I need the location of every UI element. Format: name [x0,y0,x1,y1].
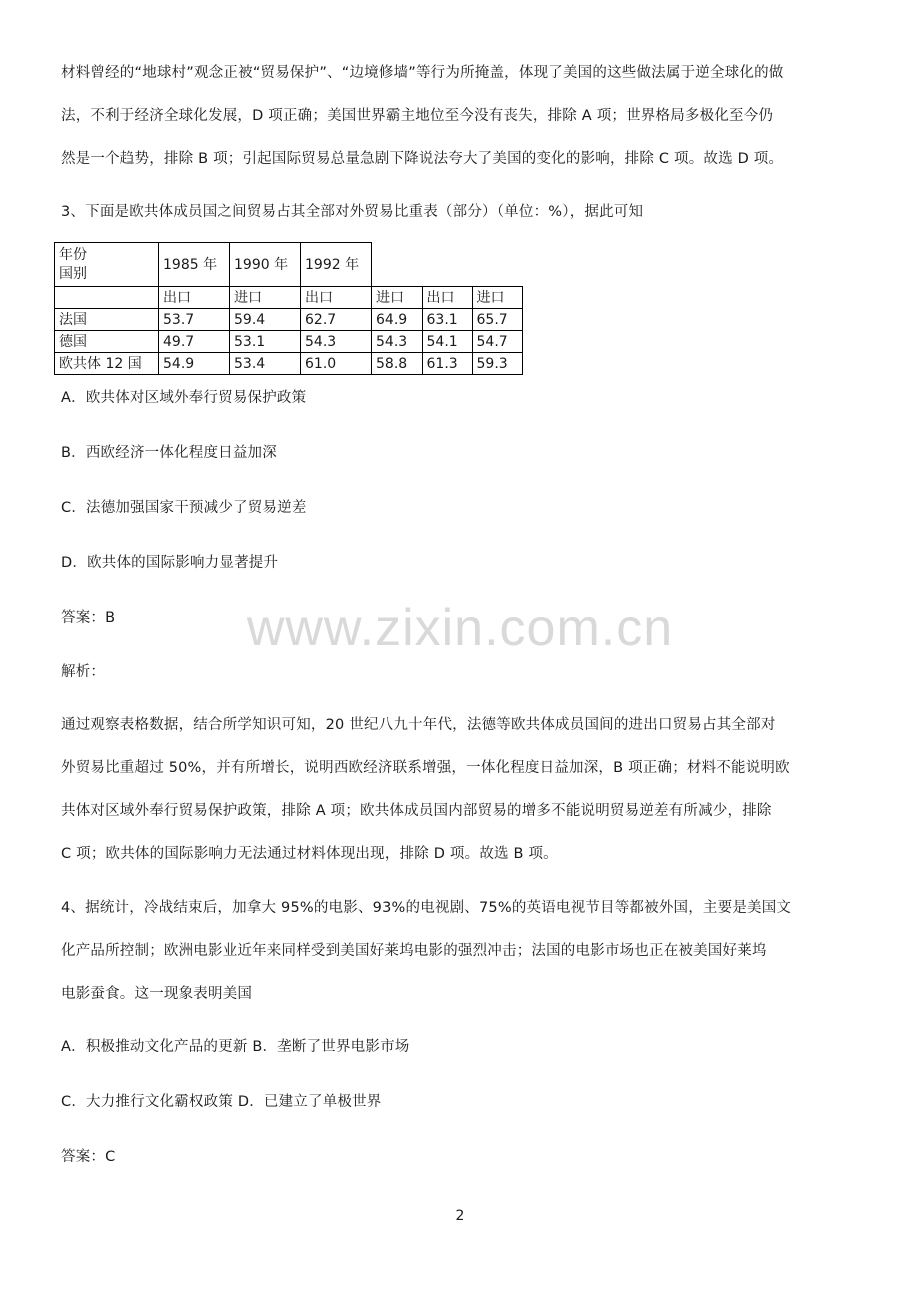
subheader-cell: 进口 [472,287,522,309]
value-cell: 61.3 [422,353,472,375]
subheader-cell: 出口 [159,287,230,309]
table-row-germany [55,331,523,353]
q4-options-line-1: A．积极推动文化产品的更新 B．垄断了世界电影市场 [61,1039,410,1055]
q4-options-line-2: C．大力推行文化霸权政策 D．已建立了单极世界 [61,1094,382,1110]
value-cell: 65.7 [472,309,522,331]
q3-analysis-label: 解析： [61,664,106,680]
value-cell: 54.7 [472,331,522,353]
subheader-cell: 进口 [230,287,301,309]
empty-header-cell [372,243,423,287]
value-cell: 53.7 [159,309,230,331]
q4-stem-line-1: 4、据统计，冷战结束后，加拿大 95%的电影、93%的电视剧、75%的英语电视节目等都被外国，主要是美国文 [61,900,792,916]
country-cell: 德国 [55,331,159,353]
q3-option-b: B．西欧经济一体化程度日益加深 [61,445,277,461]
table-subheader-row [55,287,523,309]
corner-country-label: 国别 [59,265,87,282]
table-row-france [55,309,523,331]
subheader-blank [55,287,159,309]
corner-year-label: 年份 [59,246,87,263]
country-cell: 法国 [55,309,159,331]
value-cell: 54.9 [159,353,230,375]
value-cell: 58.8 [372,353,423,375]
q4-stem-line-3: 电影蚕食。这一现象表明美国 [61,986,253,1002]
year-header-1985: 1985 年 [159,243,230,287]
table-corner-cell [55,243,159,287]
q3-option-d: D．欧共体的国际影响力显著提升 [61,555,279,571]
intro-line-3: 然是一个趋势，排除 B 项；引起国际贸易总量急剧下降说法夸大了美国的变化的影响，排除 C 项。故选 D 项。 [61,151,784,167]
value-cell: 63.1 [422,309,472,331]
subheader-cell: 出口 [301,287,372,309]
q3-analysis-line-3: 共体对区域外奉行贸易保护政策，排除 A 项；欧共体成员国内部贸易的增多不能说明贸易逆差有所减少，排除 [61,803,772,819]
year-header-1992: 1992 年 [301,243,372,287]
q3-option-a: A．欧共体对区域外奉行贸易保护政策 [61,390,307,406]
value-cell: 61.0 [301,353,372,375]
subheader-cell: 进口 [372,287,423,309]
value-cell: 59.4 [230,309,301,331]
q3-stem: 3、下面是欧共体成员国之间贸易占其全部对外贸易比重表（部分）（单位：%），据此可知 [61,204,644,220]
q4-stem-line-2: 化产品所控制；欧洲电影业近年来同样受到美国好莱坞电影的强烈冲击；法国的电影市场也正在被美国好莱坞 [61,943,767,959]
value-cell: 54.3 [372,331,423,353]
value-cell: 64.9 [372,309,423,331]
q3-analysis-line-1: 通过观察表格数据，结合所学知识可知，20 世纪八九十年代，法德等欧共体成员国间的进出口贸易占其全部对 [61,717,776,733]
q3-option-c: C．法德加强国家干预减少了贸易逆差 [61,500,307,516]
value-cell: 54.1 [422,331,472,353]
value-cell: 53.4 [230,353,301,375]
year-header-1990: 1990 年 [230,243,301,287]
q3-answer: 答案：B [61,610,116,626]
q4-answer: 答案：C [61,1149,116,1165]
q3-analysis-line-4: C 项；欧共体的国际影响力无法通过材料体现出现，排除 D 项。故选 B 项。 [61,846,558,862]
country-cell: 欧共体 12 国 [55,353,159,375]
value-cell: 54.3 [301,331,372,353]
subheader-cell: 出口 [422,287,472,309]
trade-share-table [54,242,523,375]
table-row-ec12 [55,353,523,375]
intro-line-2: 法，不利于经济全球化发展，D 项正确；美国世界霸主地位至今没有丧失，排除 A 项；世界格局多极化至今仍 [61,108,774,124]
value-cell: 59.3 [472,353,522,375]
q3-analysis-line-2: 外贸易比重超过 50%，并有所增长，说明西欧经济联系增强，一体化程度日益加深，B 项正确；材料不能说明欧 [61,760,790,776]
watermark: www.zixin.com.cn [246,599,674,657]
value-cell: 53.1 [230,331,301,353]
value-cell: 49.7 [159,331,230,353]
page-number: 2 [455,1208,465,1224]
empty-header-cell [472,243,522,287]
value-cell: 62.7 [301,309,372,331]
empty-header-cell [422,243,472,287]
table-header-row [55,243,523,287]
intro-line-1: 材料曾经的“地球村”观念正被“贸易保护”、“边境修墙”等行为所掩盖，体现了美国的这些做法属于逆全球化的做 [61,65,784,81]
